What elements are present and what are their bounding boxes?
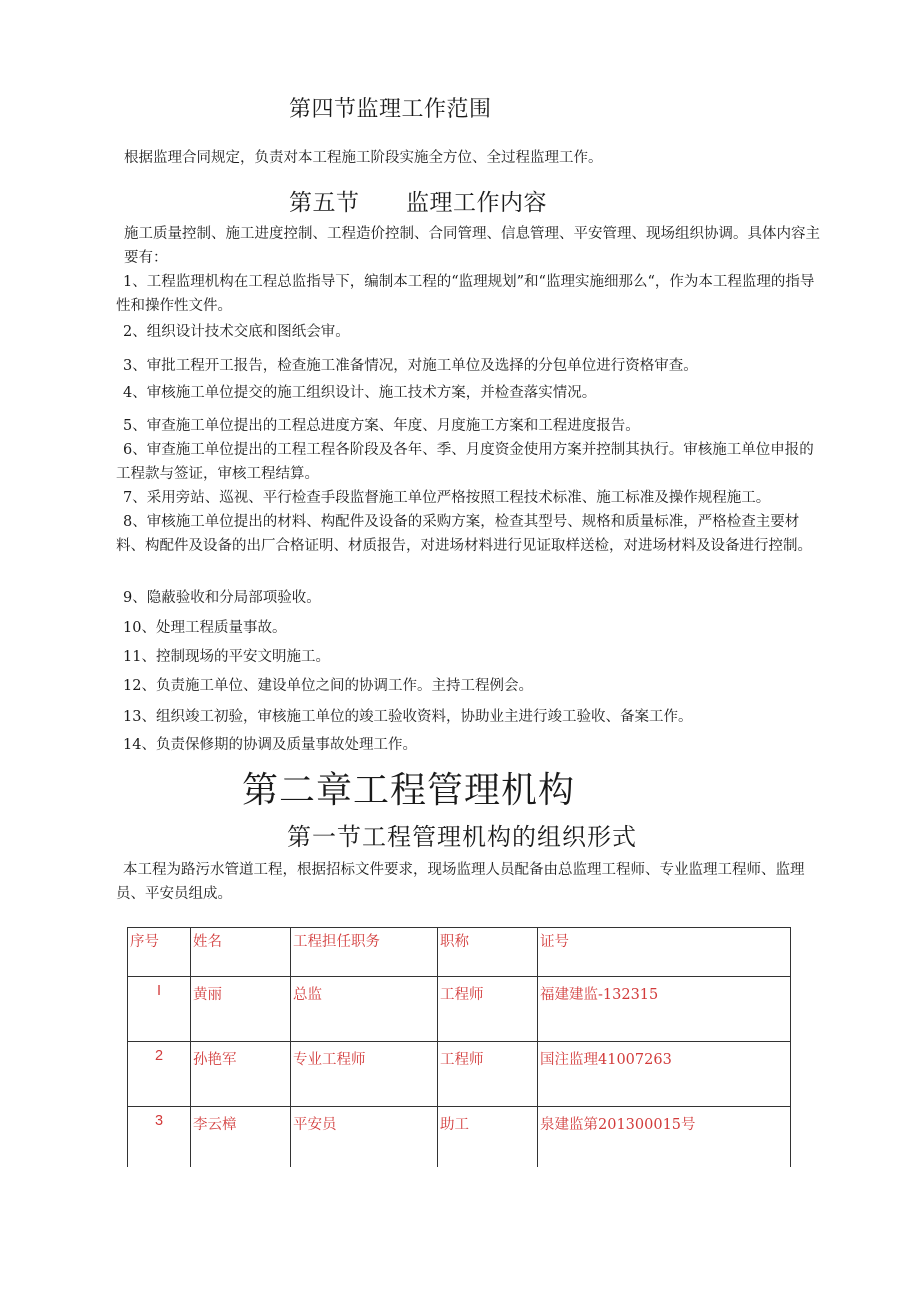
chapter-title: 第二章工程管理机构 <box>242 770 576 811</box>
cell-position: 专业工程师 <box>291 1042 438 1107</box>
header-name: 姓名 <box>191 928 291 977</box>
cell-title: 工程师 <box>438 1042 538 1107</box>
list-item-7: 7、采用旁站、巡视、平行检查手段监督施工单位严格按照工程技术标准、施工标准及操作规程施工。 <box>123 490 771 506</box>
section-5-heading-title: 监理工作内容 <box>406 190 547 216</box>
header-seq: 序号 <box>128 928 191 977</box>
cell-seq: 2 <box>128 1042 191 1107</box>
content-intro: 施工质量控制、施工进度控制、工程造价控制、合同管理、信息管理、平安管理、现场组织协调。具体内容主要有： <box>124 226 820 266</box>
header-cert: 证号 <box>538 928 791 977</box>
list-item-11: 11、控制现场的平安文明施工。 <box>123 649 330 665</box>
cell-name: 孙艳军 <box>191 1042 291 1107</box>
list-item-3: 3、审批工程开工报告，检查施工准备情况，对施工单位及选择的分包单位进行资格审查。 <box>123 358 698 374</box>
staff-table <box>127 927 791 1167</box>
cell-cert: 国注监理41007263 <box>538 1042 791 1107</box>
chapter-sub-heading: 第一节工程管理机构的组织形式 <box>287 823 637 851</box>
cell-title: 工程师 <box>438 977 538 1042</box>
list-item-6: 6、审查施工单位提出的工程工程各阶段及各年、季、月度资金使用方案并控制其执行。审核施工单位申报的工程款与签证，审核工程结算。 <box>116 442 814 482</box>
cell-cert: 福建建监-132315 <box>538 977 791 1042</box>
list-item-5: 5、审查施工单位提出的工程总进度方案、年度、月度施工方案和工程进度报告。 <box>123 418 640 434</box>
chapter-intro: 本工程为路污水管道工程，根据招标文件要求，现场监理人员配备由总监理工程师、专业监理工程师、监理员、平安员组成。 <box>116 862 805 902</box>
cell-cert: 泉建监第201300015号 <box>538 1107 791 1168</box>
list-item-13: 13、组织竣工初验，审核施工单位的竣工验收资料，协助业主进行竣工验收、备案工作。 <box>123 709 693 725</box>
cell-position: 总监 <box>291 977 438 1042</box>
section-5-heading-num: 第五节 <box>289 190 360 216</box>
section-4-heading: 第四节监理工作范围 <box>289 97 492 122</box>
table-header-row <box>128 928 791 977</box>
cell-position: 平安员 <box>291 1107 438 1168</box>
list-item-9: 9、隐蔽验收和分局部项验收。 <box>123 590 321 606</box>
list-item-1: 1、工程监理机构在工程总监指导下，编制本工程的“监理规划”和“监理实施细那么“，作为本工程监理的指导性和操作性文件。 <box>116 274 815 314</box>
cell-seq: I <box>128 977 191 1042</box>
cell-name: 李云樟 <box>191 1107 291 1168</box>
scope-text: 根据监理合同规定，负责对本工程施工阶段实施全方位、全过程监理工作。 <box>124 150 603 166</box>
list-item-4: 4、审核施工单位提交的施工组织设计、施工技术方案，并检查落实情况。 <box>123 385 597 401</box>
list-item-12: 12、负责施工单位、建设单位之间的协调工作。主持工程例会。 <box>123 678 533 694</box>
table-row <box>128 1042 791 1107</box>
cell-name: 黄丽 <box>191 977 291 1042</box>
list-item-14: 14、负责保修期的协调及质量事故处理工作。 <box>123 737 417 753</box>
list-item-8: 8、审核施工单位提出的材料、构配件及设备的采购方案，检查其型号、规格和质量标准，严格检查主要材料、构配件及设备的出厂合格证明、材质报告，对进场材料进行见证取样送检，对进场材料及设备进行控制。 <box>116 514 812 554</box>
cell-title: 助工 <box>438 1107 538 1168</box>
list-item-2: 2、组织设计技术交底和图纸会审。 <box>123 324 350 340</box>
list-item-10: 10、处理工程质量事故。 <box>123 620 287 636</box>
header-title: 职称 <box>438 928 538 977</box>
header-position: 工程担任职务 <box>291 928 438 977</box>
table-row <box>128 977 791 1042</box>
table-row <box>128 1107 791 1168</box>
cell-seq: 3 <box>128 1107 191 1168</box>
